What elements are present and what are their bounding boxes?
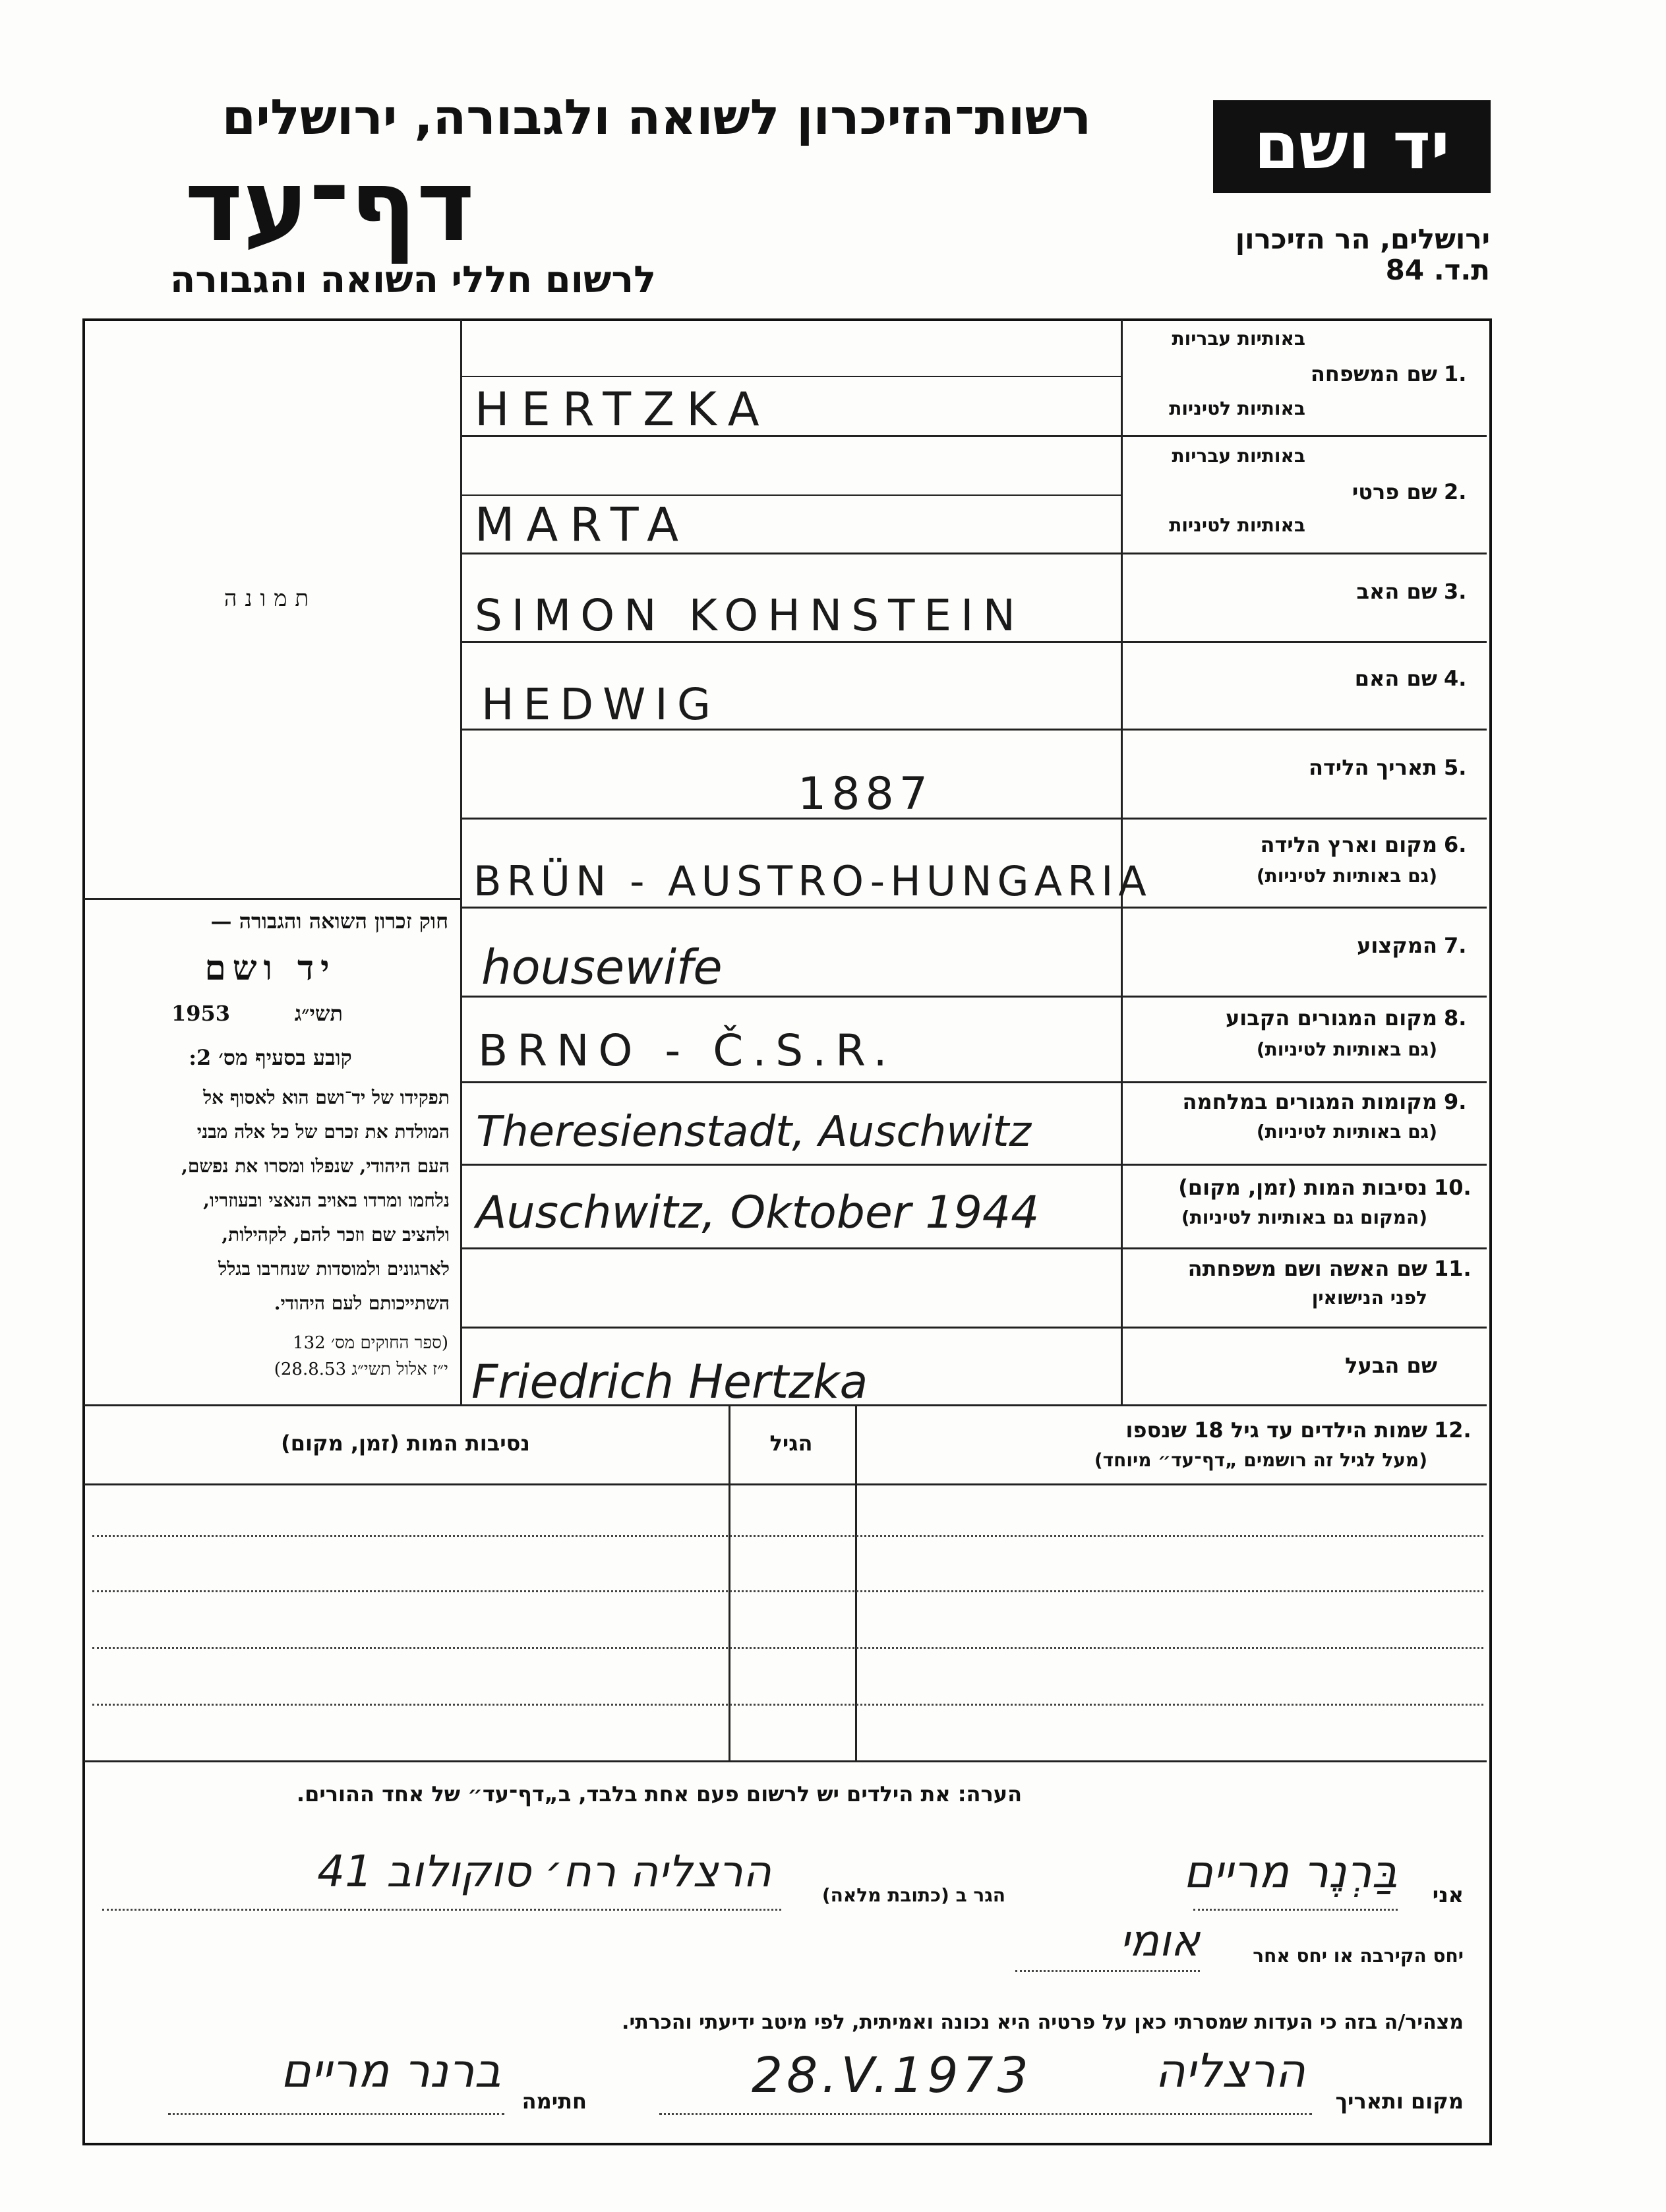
address-line-2: ת.ד. 84 <box>1385 254 1490 286</box>
law-text-line: נלחמו ומרדו באויב הנאצי ובעוזריו, <box>203 1189 450 1211</box>
law-name: יד ושם <box>204 948 336 988</box>
field-6-number: 6. <box>1444 832 1467 857</box>
children-row-line <box>92 1647 1483 1649</box>
row-separator <box>461 996 1487 998</box>
field-11-label: שם האשה ושם משפחתה <box>1187 1256 1427 1281</box>
children-hint: (מעל לגיל זה רושמים „דף־עד״ מיוחד) <box>1094 1449 1427 1471</box>
field-3-label: שם האב <box>1356 579 1437 604</box>
row-separator <box>461 1247 1487 1249</box>
sub-row-separator <box>461 494 1121 496</box>
place-date-line <box>659 2113 1312 2115</box>
note-text: הערה: את הילדים יש לרשום פעם אחת בלבד, ב„דף־עד״ של אחד ההורים. <box>296 1781 1023 1807</box>
children-label: שמות הילדים עד גיל 18 שנספו <box>1125 1418 1427 1443</box>
field-10-value[interactable]: Auschwitz, Oktober 1944 <box>476 1187 1040 1239</box>
address-line-1: ירושלים, הר הזיכרון <box>1235 223 1490 255</box>
field-1-latin-hint: באותיות לטיניות <box>1169 398 1305 419</box>
law-text-line: ולהציב שם וזכר להם, לקהילות, <box>222 1224 450 1245</box>
field-4-value[interactable]: HEDWIG <box>481 679 721 730</box>
signature-label: חתימה <box>521 2089 587 2114</box>
form-subtitle: לרשום חללי השואה והגבורה <box>169 258 656 301</box>
field-8-hint: (גם באותיות לטיניות) <box>1256 1038 1437 1060</box>
sub-row-separator <box>461 376 1121 377</box>
field-10-hint: (המקום גם באותיות לטיניות) <box>1181 1207 1427 1228</box>
row-separator <box>461 1327 1487 1329</box>
law-text-line: המולדת את זכרם של כל אלה מבני <box>196 1121 450 1143</box>
row-separator <box>461 553 1487 554</box>
children-header-line <box>84 1483 1487 1485</box>
field-6-value[interactable]: BRÜN - AUSTRO-HUNGARIA <box>473 857 1152 905</box>
field-8-number: 8. <box>1444 1005 1467 1031</box>
witness-name-line <box>1193 1909 1398 1911</box>
witness-resides-label: הגר ב (כתובת מלאה) <box>821 1884 1005 1906</box>
field-1-hebrew-hint: באותיות עבריות <box>1172 328 1305 349</box>
field-9-value[interactable]: Theresienstadt, Auschwitz <box>476 1108 1032 1156</box>
law-year-hebrew: תשי״ג <box>294 1001 343 1026</box>
form-title: דף־עד <box>185 149 475 264</box>
row-separator <box>461 907 1487 909</box>
children-col-divider-1 <box>729 1404 730 1760</box>
field-11-number: 11. <box>1434 1256 1472 1281</box>
signature-line <box>168 2113 504 2115</box>
photo-divider <box>84 898 461 900</box>
field-9-number: 9. <box>1444 1089 1467 1114</box>
field-11-hint: לפני הנישואין <box>1311 1287 1427 1309</box>
children-row-line <box>92 1590 1483 1592</box>
witness-i-label: אני <box>1432 1882 1464 1907</box>
date-value[interactable]: 28.V.1973 <box>752 2047 1032 2104</box>
field-7-number: 7. <box>1444 933 1467 958</box>
children-number: 12. <box>1434 1418 1472 1443</box>
field-6-label: מקום וארץ הלידה <box>1260 832 1437 857</box>
row-separator <box>461 1081 1487 1083</box>
husband-label: שם הבעל <box>1345 1353 1437 1378</box>
children-bottom-line <box>84 1760 1487 1762</box>
field-7-value[interactable]: housewife <box>481 940 723 995</box>
field-8-label: מקום המגורים הקבוע <box>1225 1005 1437 1031</box>
field-2-label: שם פרטי <box>1352 479 1437 504</box>
field-2-number: 2. <box>1444 479 1467 504</box>
field-2-latin-hint: באותיות לטיניות <box>1169 514 1305 536</box>
field-10-number: 10. <box>1434 1175 1472 1200</box>
field-5-number: 5. <box>1444 755 1467 780</box>
witness-address[interactable]: הרצליה רח׳ סוקולוב 41 <box>317 1846 771 1897</box>
law-reference-1: (ספר החוקים מס׳ 132 <box>293 1333 448 1353</box>
witness-address-line <box>102 1909 781 1911</box>
field-3-value[interactable]: SIMON KOHNSTEIN <box>475 590 1025 641</box>
row-separator <box>461 1164 1487 1166</box>
row-separator <box>461 641 1487 643</box>
field-5-value[interactable]: 1887 <box>798 768 934 820</box>
field-4-label: שם האם <box>1354 666 1437 691</box>
law-text-line: השתייכותם לעם היהודי. <box>274 1292 450 1314</box>
witness-relation-line <box>1015 1970 1200 1972</box>
authority-title: רשות־הזיכרון לשואה ולגבורה, ירושלים <box>222 89 1091 146</box>
field-5-label: תאריך הלידה <box>1308 755 1437 780</box>
law-reference-2: י״ז אלול תשי״ג 28.8.53) <box>274 1360 448 1379</box>
children-col-death: נסיבות המות (זמן, מקום) <box>281 1431 530 1456</box>
field-7-label: המקצוע <box>1357 933 1437 958</box>
husband-value[interactable]: Friedrich Hertzka <box>471 1355 868 1409</box>
witness-relation[interactable]: אומי <box>1119 1915 1200 1966</box>
place-value[interactable]: הרצליה <box>1155 2044 1305 2098</box>
law-year: 1953 <box>171 1001 231 1026</box>
children-top-line <box>84 1404 1487 1406</box>
field-2-value-latin[interactable]: MARTA <box>475 498 691 552</box>
field-1-value-latin[interactable]: HERTZKA <box>475 382 771 436</box>
law-title: חוק זכרון השואה והגבורה — <box>210 909 448 934</box>
field-1-label: שם המשפחה <box>1310 361 1437 386</box>
field-10-label: נסיבות המות (זמן, מקום) <box>1178 1175 1427 1200</box>
children-row-line <box>92 1704 1483 1706</box>
field-8-value[interactable]: BRNO - Č.S.R. <box>478 1025 897 1076</box>
field-2-hebrew-hint: באותיות עבריות <box>1172 445 1305 467</box>
field-6-hint: (גם באותיות לטיניות) <box>1256 865 1437 887</box>
children-row-line <box>92 1535 1483 1537</box>
children-col-age: הגיל <box>769 1431 813 1456</box>
witness-name[interactable]: בַּרְנֶר מריים <box>1183 1846 1398 1898</box>
law-text-line: העם היהודי, שנפלו ומסרו את נפשם, <box>181 1155 450 1177</box>
row-separator <box>461 818 1487 820</box>
field-9-label: מקומות המגורים במלחמה <box>1182 1089 1437 1114</box>
law-text-line: תפקידו של יד־ושם הוא לאסוף אל <box>203 1087 450 1108</box>
divider-photo-column <box>460 320 462 1404</box>
field-3-number: 3. <box>1444 579 1467 604</box>
logo-text: יד ושם <box>1254 109 1450 184</box>
witness-relation-label: יחס הקירבה או יחס אחר <box>1253 1945 1464 1967</box>
yad-vashem-logo <box>1213 100 1491 193</box>
law-section: קובע בסעיף מס׳ 2: <box>189 1045 352 1070</box>
field-4-number: 4. <box>1444 666 1467 691</box>
signature-value[interactable]: ברנר מריים <box>280 2044 501 2098</box>
law-text-line: לארגונים ולמוסדות שנחרבו בגלל <box>218 1258 450 1280</box>
field-9-hint: (גם באותיות לטיניות) <box>1256 1121 1437 1143</box>
place-date-label: מקום ותאריך <box>1335 2089 1464 2114</box>
field-1-number: 1. <box>1444 361 1467 386</box>
photo-label: תמונה <box>223 585 317 612</box>
children-col-divider-2 <box>855 1404 857 1760</box>
witness-declaration: מצהיר/ה בזה כי העדות שמסרתי כאן על פרטיה היא נכונה ואמיתית, לפי מיטב ידיעתי והכרתי. <box>622 2011 1464 2034</box>
